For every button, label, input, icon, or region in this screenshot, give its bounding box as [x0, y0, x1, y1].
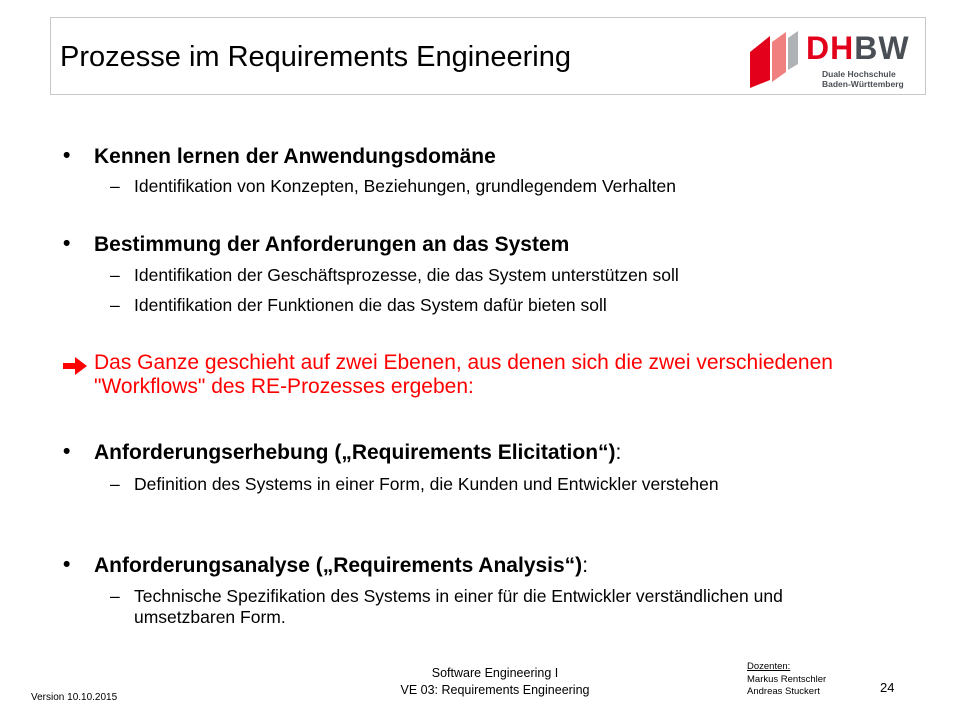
bullet: •: [63, 232, 71, 255]
page-number: 24: [880, 680, 895, 695]
sub-item-functions: Identifikation der Funktionen die das System dafür bieten soll: [134, 295, 607, 315]
sub-item-business-processes: Identifikation der Geschäftsprozesse, die das System unterstützen soll: [134, 265, 679, 285]
dash: –: [110, 295, 120, 315]
footer-course: Software Engineering I: [431, 666, 559, 680]
dhbw-logo-subtitle: [822, 69, 904, 89]
dash: –: [110, 176, 120, 196]
sub-item-specification: Technische Spezifikation des Systems in einer für die Entwickler verständlichen und umsetzbaren Form.: [134, 586, 783, 627]
dash: –: [110, 474, 120, 494]
footer-lecturer: Markus Rentschler: [747, 673, 827, 685]
bullet: •: [63, 144, 71, 167]
bullet-heading-elicitation: Anforderungserhebung („Requirements Elicitation“):: [94, 441, 622, 464]
dhbw-logo-line2: Baden-Württemberg: [822, 79, 904, 89]
bullet-heading-domain: Kennen lernen der Anwendungsdomäne: [94, 145, 496, 168]
footer-lecturers: [747, 661, 826, 699]
dhbw-logo-mark-icon: [748, 28, 808, 90]
sub-item-concepts: Identifikation von Konzepten, Beziehungen, grundlegendem Verhalten: [134, 176, 676, 196]
dhbw-logo: [748, 28, 908, 92]
bullet-heading-analysis: Anforderungsanalyse („Requirements Analysis“):: [94, 554, 589, 577]
dash: –: [110, 586, 120, 606]
footer-course-info: [330, 665, 660, 699]
dhbw-logo-line1: Duale Hochschule: [822, 69, 896, 79]
bullet: •: [63, 553, 71, 576]
footer-version: Version 10.10.2015: [31, 692, 118, 703]
bullet-heading-requirements: Bestimmung der Anforderungen an das System: [94, 233, 570, 256]
dhbw-logo-text: DHBW: [806, 30, 910, 66]
footer-lecturers-label: Dozenten:: [747, 661, 791, 672]
dash: –: [110, 265, 120, 285]
highlight-text: Das Ganze geschieht auf zwei Ebenen, aus denen sich die zwei verschiedenen "Workflows" des RE-Prozesses ergeben:: [94, 351, 833, 398]
slide-title: Prozesse im Requirements Engineering: [60, 41, 571, 73]
footer-lecturer: Andreas Stuckert: [747, 686, 820, 697]
footer-lecture: VE 03: Requirements Engineering: [400, 683, 590, 697]
sub-item-definition: Definition des Systems in einer Form, die Kunden und Entwickler verstehen: [134, 474, 719, 494]
arrow-right-icon: [63, 357, 87, 375]
bullet: •: [63, 440, 71, 463]
